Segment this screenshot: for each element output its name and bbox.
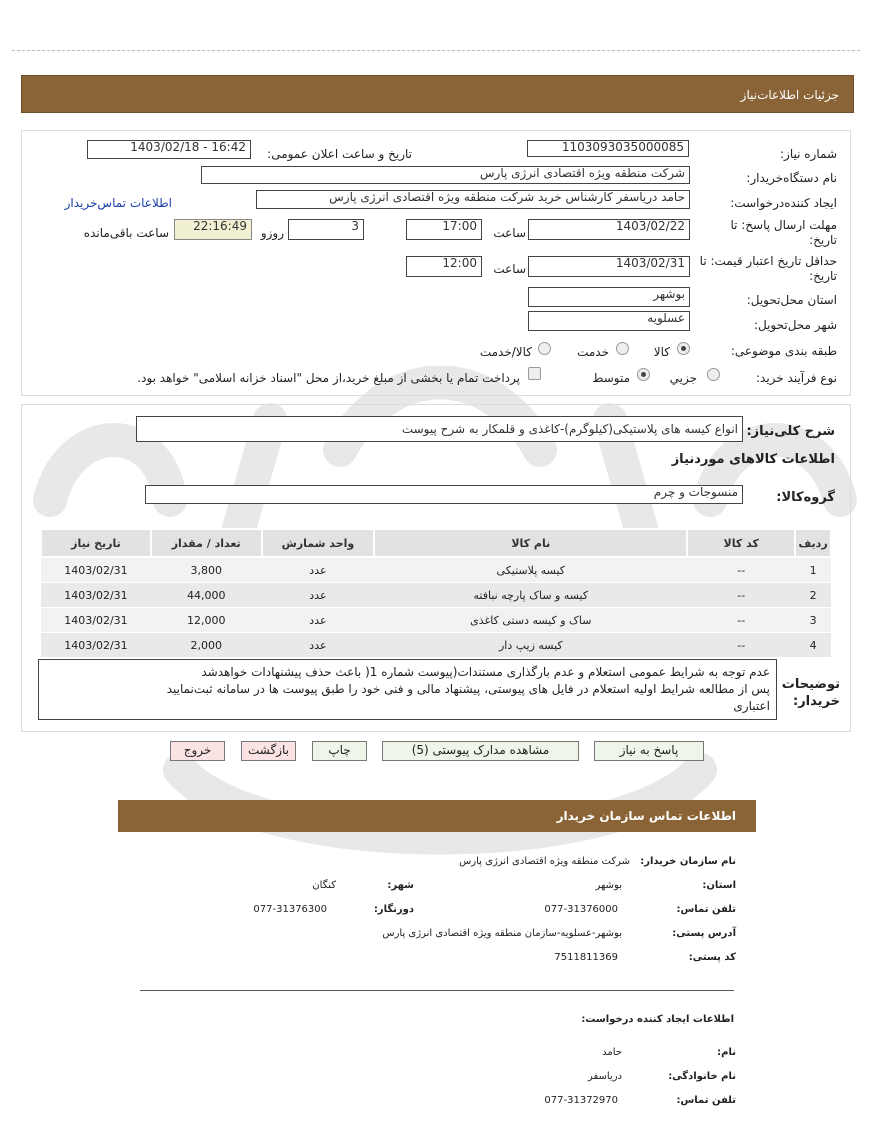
exit-button[interactable]: خروج bbox=[170, 741, 225, 761]
top-divider bbox=[12, 50, 860, 51]
table-row bbox=[41, 583, 831, 608]
buyer-notes-line: عدم توجه به شرایط عمومی استعلام و عدم بارگذاری مستندات(پیوست شماره 1( باعث حذف پیشنهادات خواهدشد bbox=[201, 665, 770, 679]
announce-field: 1403/02/18 - 16:42 bbox=[87, 140, 251, 159]
back-button[interactable]: بازگشت bbox=[241, 741, 296, 761]
col-date: تاریخ نیاز bbox=[41, 529, 151, 557]
cell-qty: 12,000 bbox=[151, 608, 262, 633]
category-goods-label: کالا bbox=[653, 345, 670, 359]
creator-family-value: دریاسفر bbox=[587, 1071, 622, 1082]
contact-address-label: آدرس پستی: bbox=[672, 928, 736, 939]
validity-label: حداقل تاریخ اعتبار قیمت: تا تاریخ: bbox=[699, 254, 837, 283]
buyer-notes-label: توضیحات خریدار: bbox=[781, 677, 840, 709]
cell-name: ساک و کیسه دستی کاغذی bbox=[374, 608, 687, 633]
process-partial-radio[interactable] bbox=[707, 368, 720, 381]
col-name: نام کالا bbox=[374, 529, 687, 557]
province-label: استان محل‌تحویل: bbox=[746, 293, 837, 307]
items-table bbox=[40, 528, 832, 658]
cell-qty: 3,800 bbox=[151, 557, 262, 583]
category-goods-service-radio[interactable] bbox=[538, 342, 551, 355]
cell-code: -- bbox=[687, 557, 795, 583]
need-number-label: شماره نیاز: bbox=[780, 147, 837, 161]
key-description-field: انواع کیسه های پلاستیکی(کیلوگرم)-کاغذی و قلمکار به شرح پیوست bbox=[136, 416, 743, 442]
validity-time-field: 12:00 bbox=[406, 256, 482, 277]
table-row bbox=[41, 557, 831, 583]
city-field: عسلویه bbox=[528, 311, 690, 331]
goods-group-label: گروه‌کالا: bbox=[776, 490, 835, 505]
contact-province-label: استان: bbox=[702, 880, 736, 891]
cell-name: کیسه زیپ دار bbox=[374, 633, 687, 658]
deadline-label: مهلت ارسال پاسخ: تا تاریخ: bbox=[730, 218, 837, 247]
deadline-date-field: 1403/02/22 bbox=[528, 219, 690, 240]
category-service-radio[interactable] bbox=[616, 342, 629, 355]
process-label: نوع فرآیند خرید: bbox=[756, 371, 837, 385]
buyer-label: نام دستگاه‌خریدار: bbox=[746, 171, 837, 185]
contact-postal-label: کد پستی: bbox=[688, 952, 736, 963]
creator-field: حامد دریاسفر کارشناس خرید شرکت منطقه ویژه اقتصادی انرژی پارس bbox=[256, 190, 690, 209]
col-code: کد کالا bbox=[687, 529, 795, 557]
contact-org-value: شرکت منطقه ویژه اقتصادی انرژی پارس bbox=[459, 856, 630, 867]
creator-phone-value: 077-31372970 bbox=[544, 1095, 618, 1106]
buyer-notes-line: اعتباری bbox=[733, 699, 770, 713]
creator-name-label: نام: bbox=[717, 1047, 736, 1058]
cell-name: کیسه پلاستیکی bbox=[374, 557, 687, 583]
table-row bbox=[41, 608, 831, 633]
cell-date: 1403/02/31 bbox=[41, 557, 151, 583]
col-row: ردیف bbox=[795, 529, 831, 557]
process-medium-radio[interactable] bbox=[637, 368, 650, 381]
goods-info-title: اطلاعات کالاهای مورد‌نیاز bbox=[671, 452, 835, 467]
buyer-notes-line: پس از مطالعه شرایط اولیه استعلام در فایل های پیوستی، پیشنهاد مالی و فنی خود را طبق پیوست ها در سامانه ثبت‌نمایید bbox=[166, 682, 770, 696]
buyer-contact-link[interactable]: اطلاعات تماس‌خریدار bbox=[64, 196, 172, 210]
creator-phone-label: تلفن تماس: bbox=[676, 1095, 736, 1106]
creator-info-title: اطلاعات ایجاد کننده درخواست: bbox=[581, 1014, 734, 1025]
deadline-time-field: 17:00 bbox=[406, 219, 482, 240]
cell-unit: عدد bbox=[262, 633, 375, 658]
contact-org-label: نام سازمان خریدار: bbox=[640, 856, 736, 867]
buyer-notes-box bbox=[38, 659, 777, 720]
cell-code: -- bbox=[687, 633, 795, 658]
contact-fax-label: دورنگار: bbox=[373, 904, 414, 915]
validity-time-label: ساعت bbox=[493, 262, 526, 276]
days-label: روزو bbox=[260, 226, 284, 240]
category-label: طبقه بندی موضوعی: bbox=[730, 344, 837, 358]
cell-row: 4 bbox=[795, 633, 831, 658]
cell-name: کیسه و ساک پارچه نبافته bbox=[374, 583, 687, 608]
remaining-label: ساعت باقی‌مانده bbox=[83, 226, 169, 240]
remaining-time-field: 22:16:49 bbox=[174, 219, 252, 240]
city-label: شهر محل‌تحویل: bbox=[753, 318, 837, 332]
creator-name-value: حامد bbox=[602, 1047, 622, 1058]
goods-group-field: منسوجات و چرم bbox=[145, 485, 743, 504]
cell-row: 1 bbox=[795, 557, 831, 583]
province-field: بوشهر bbox=[528, 287, 690, 307]
buyer-field: شرکت منطقه ویژه اقتصادی انرژی پارس bbox=[201, 166, 690, 184]
category-service-label: خدمت bbox=[577, 345, 609, 359]
days-field: 3 bbox=[288, 219, 364, 240]
deadline-time-label: ساعت bbox=[493, 226, 526, 240]
contact-city-value: کنگان bbox=[312, 880, 336, 891]
cell-qty: 44,000 bbox=[151, 583, 262, 608]
cell-unit: عدد bbox=[262, 608, 375, 633]
print-button[interactable]: چاپ bbox=[312, 741, 367, 761]
cell-date: 1403/02/31 bbox=[41, 633, 151, 658]
page-header: جزئیات اطلاعات‌نیاز bbox=[21, 75, 854, 113]
category-goods-service-label: کالا/خدمت bbox=[479, 345, 532, 359]
process-medium-label: متوسط bbox=[592, 371, 630, 385]
cell-code: -- bbox=[687, 608, 795, 633]
contact-address-value: بوشهر-عسلویه-سازمان منطقه ویژه اقتصادی انرژی پارس bbox=[382, 928, 622, 939]
process-partial-label: جزیي bbox=[669, 371, 697, 385]
cell-qty: 2,000 bbox=[151, 633, 262, 658]
announce-label: تاریخ و ساعت اعلان عمومی: bbox=[267, 147, 412, 161]
payment-note: پرداخت تمام یا بخشی از مبلغ خرید،از محل "اسناد خزانه اسلامی" خواهد بود. bbox=[137, 371, 520, 385]
contact-province-value: بوشهر bbox=[595, 880, 622, 891]
cell-row: 3 bbox=[795, 608, 831, 633]
contact-phone-value: 077-31376000 bbox=[544, 904, 618, 915]
cell-row: 2 bbox=[795, 583, 831, 608]
col-unit: واحد شمارش bbox=[262, 529, 375, 557]
contact-postal-value: 7511811369 bbox=[554, 952, 618, 963]
reply-button[interactable]: پاسخ به نیاز bbox=[594, 741, 704, 761]
creator-label: ایجاد کننده‌درخواست: bbox=[730, 196, 837, 210]
key-description-label: شرح کلی‌نیاز: bbox=[746, 424, 835, 439]
cell-date: 1403/02/31 bbox=[41, 608, 151, 633]
table-row bbox=[41, 633, 831, 658]
treasury-payment-checkbox[interactable] bbox=[528, 367, 541, 380]
contact-divider bbox=[140, 990, 734, 991]
col-qty: تعداد / مقدار bbox=[151, 529, 262, 557]
contact-city-label: شهر: bbox=[387, 880, 414, 891]
cell-code: -- bbox=[687, 583, 795, 608]
validity-date-field: 1403/02/31 bbox=[528, 256, 690, 277]
cell-unit: عدد bbox=[262, 583, 375, 608]
cell-date: 1403/02/31 bbox=[41, 583, 151, 608]
cell-unit: عدد bbox=[262, 557, 375, 583]
contact-header: اطلاعات تماس سازمان خریدار bbox=[118, 800, 756, 832]
creator-family-label: نام خانوادگی: bbox=[668, 1071, 736, 1082]
table-header-row bbox=[41, 529, 831, 557]
contact-fax-value: 077-31376300 bbox=[253, 904, 327, 915]
need-number-field: 1103093035000085 bbox=[527, 140, 689, 157]
contact-phone-label: تلفن تماس: bbox=[676, 904, 736, 915]
category-goods-radio[interactable] bbox=[677, 342, 690, 355]
view-attachments-button[interactable]: مشاهده مدارک پیوستی (5) bbox=[382, 741, 579, 761]
